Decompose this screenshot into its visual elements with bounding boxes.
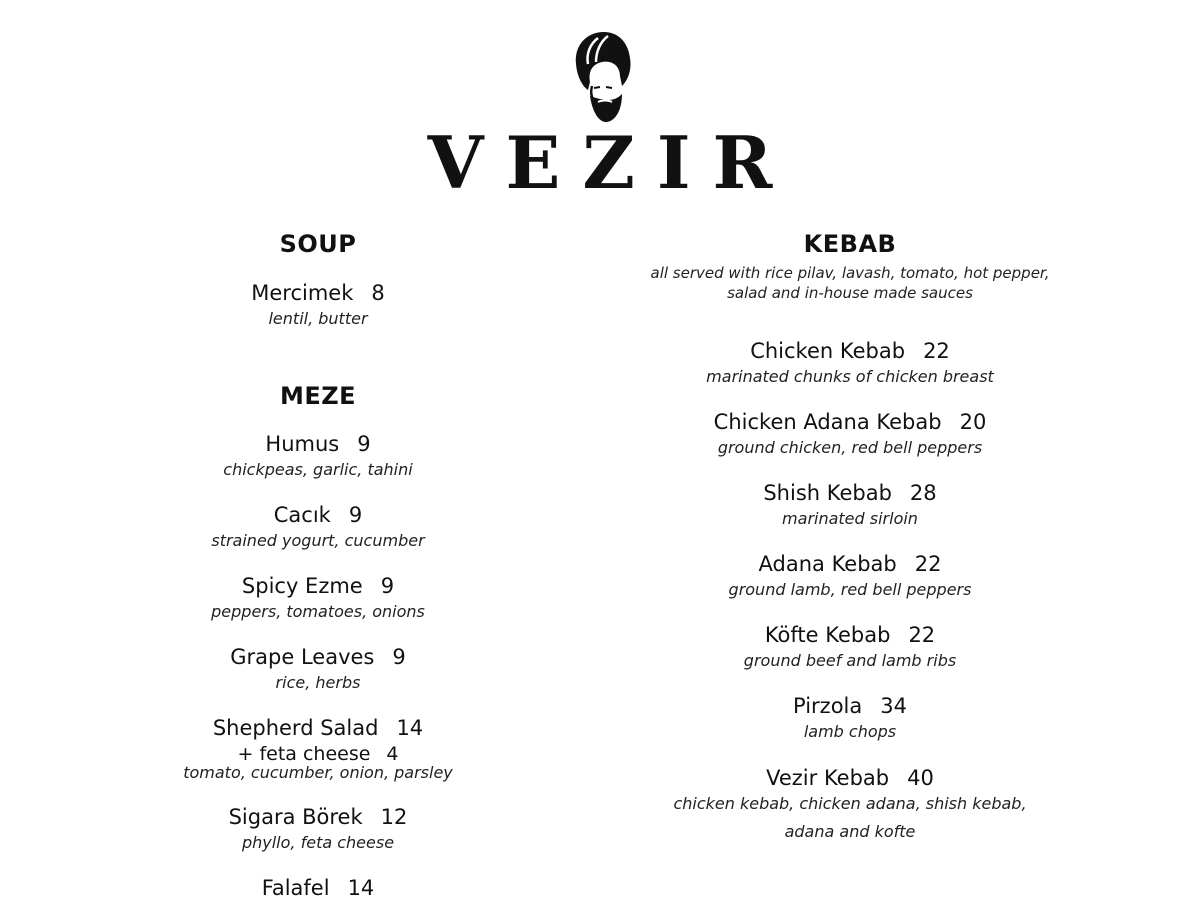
item-description: lamb chops: [803, 722, 897, 741]
menu-item-pirzola: [600, 693, 1100, 719]
item-name: Vezir Kebab: [766, 766, 890, 790]
item-description: marinated sirloin: [782, 509, 918, 528]
section-note: salad and in-house made sauces: [727, 284, 973, 302]
item-price: 40: [907, 766, 934, 790]
item-price: 12: [380, 805, 408, 829]
item-name: Köfte Kebab: [764, 623, 891, 647]
menu-item-chicken-kebab: [600, 338, 1100, 364]
item-price: 9: [392, 645, 406, 669]
menu-item-humus: [118, 431, 518, 457]
menu-item-shish-kebab: [600, 480, 1100, 506]
menu-item-sigara-borek: [118, 804, 518, 830]
item-name: Shepherd Salad: [212, 716, 379, 740]
item-name: Falafel: [261, 876, 330, 900]
item-price: 9: [357, 432, 371, 456]
item-description: chickpeas, garlic, tahini: [223, 460, 413, 479]
menu-item-adana-kebab: [600, 551, 1100, 577]
item-description: rice, herbs: [275, 673, 361, 692]
menu-item-addon-feta: [118, 743, 518, 765]
item-description: ground chicken, red bell peppers: [717, 438, 983, 457]
item-description: marinated chunks of chicken breast: [706, 367, 994, 386]
item-description: phyllo, feta cheese: [241, 833, 395, 852]
item-price: 22: [914, 552, 942, 576]
section-heading-soup: SOUP: [279, 230, 357, 258]
menu-item-chicken-adana-kebab: [600, 409, 1100, 435]
addon-price: 4: [386, 743, 399, 765]
item-name: Pirzola: [793, 694, 863, 718]
section-note: all served with rice pilav, lavash, tomato, hot pepper,: [650, 264, 1050, 282]
item-price: 22: [923, 339, 950, 363]
item-description: lentil, butter: [268, 309, 368, 328]
item-price: 20: [959, 410, 987, 434]
section-heading-meze: MEZE: [279, 382, 357, 410]
item-name: Mercimek: [251, 281, 354, 305]
item-price: 28: [909, 481, 937, 505]
item-name: Humus: [265, 432, 340, 456]
vizier-turban-icon: [568, 30, 638, 126]
addon-name: + feta cheese: [237, 743, 371, 765]
item-name: Grape Leaves: [230, 645, 375, 669]
item-name: Spicy Ezme: [241, 574, 363, 598]
menu-item-mercimek: [118, 280, 518, 306]
menu-item-kofte-kebab: [600, 622, 1100, 648]
item-description: adana and kofte: [784, 822, 916, 841]
item-price: 9: [380, 574, 395, 598]
brand-name: VEZIR: [427, 120, 795, 205]
menu-item-shepherd-salad: [118, 715, 518, 741]
item-name: Chicken Adana Kebab: [713, 410, 942, 434]
menu-item-grape-leaves: [118, 644, 518, 670]
item-name: Chicken Kebab: [750, 339, 906, 363]
menu-item-falafel: [118, 875, 518, 901]
item-price: 22: [908, 623, 936, 647]
item-price: 9: [348, 503, 363, 527]
item-description: chicken kebab, chicken adana, shish kebab,: [673, 794, 1027, 813]
menu-item-vezir-kebab: [600, 765, 1100, 791]
item-price: 8: [371, 281, 385, 305]
item-description: tomato, cucumber, onion, parsley: [183, 763, 453, 782]
item-name: Cacık: [273, 503, 331, 527]
item-description: ground lamb, red bell peppers: [728, 580, 972, 599]
item-description: ground beef and lamb ribs: [743, 651, 957, 670]
item-name: Adana Kebab: [758, 552, 897, 576]
item-description: peppers, tomatoes, onions: [211, 602, 425, 621]
menu-item-cacik: [118, 502, 518, 528]
item-price: 34: [880, 694, 907, 718]
item-name: Sigara Börek: [228, 805, 363, 829]
menu-item-spicy-ezme: [118, 573, 518, 599]
item-description: strained yogurt, cucumber: [211, 531, 425, 550]
item-name: Shish Kebab: [763, 481, 892, 505]
item-price: 14: [347, 876, 375, 900]
item-price: 14: [396, 716, 424, 740]
section-heading-kebab: KEBAB: [803, 230, 897, 258]
